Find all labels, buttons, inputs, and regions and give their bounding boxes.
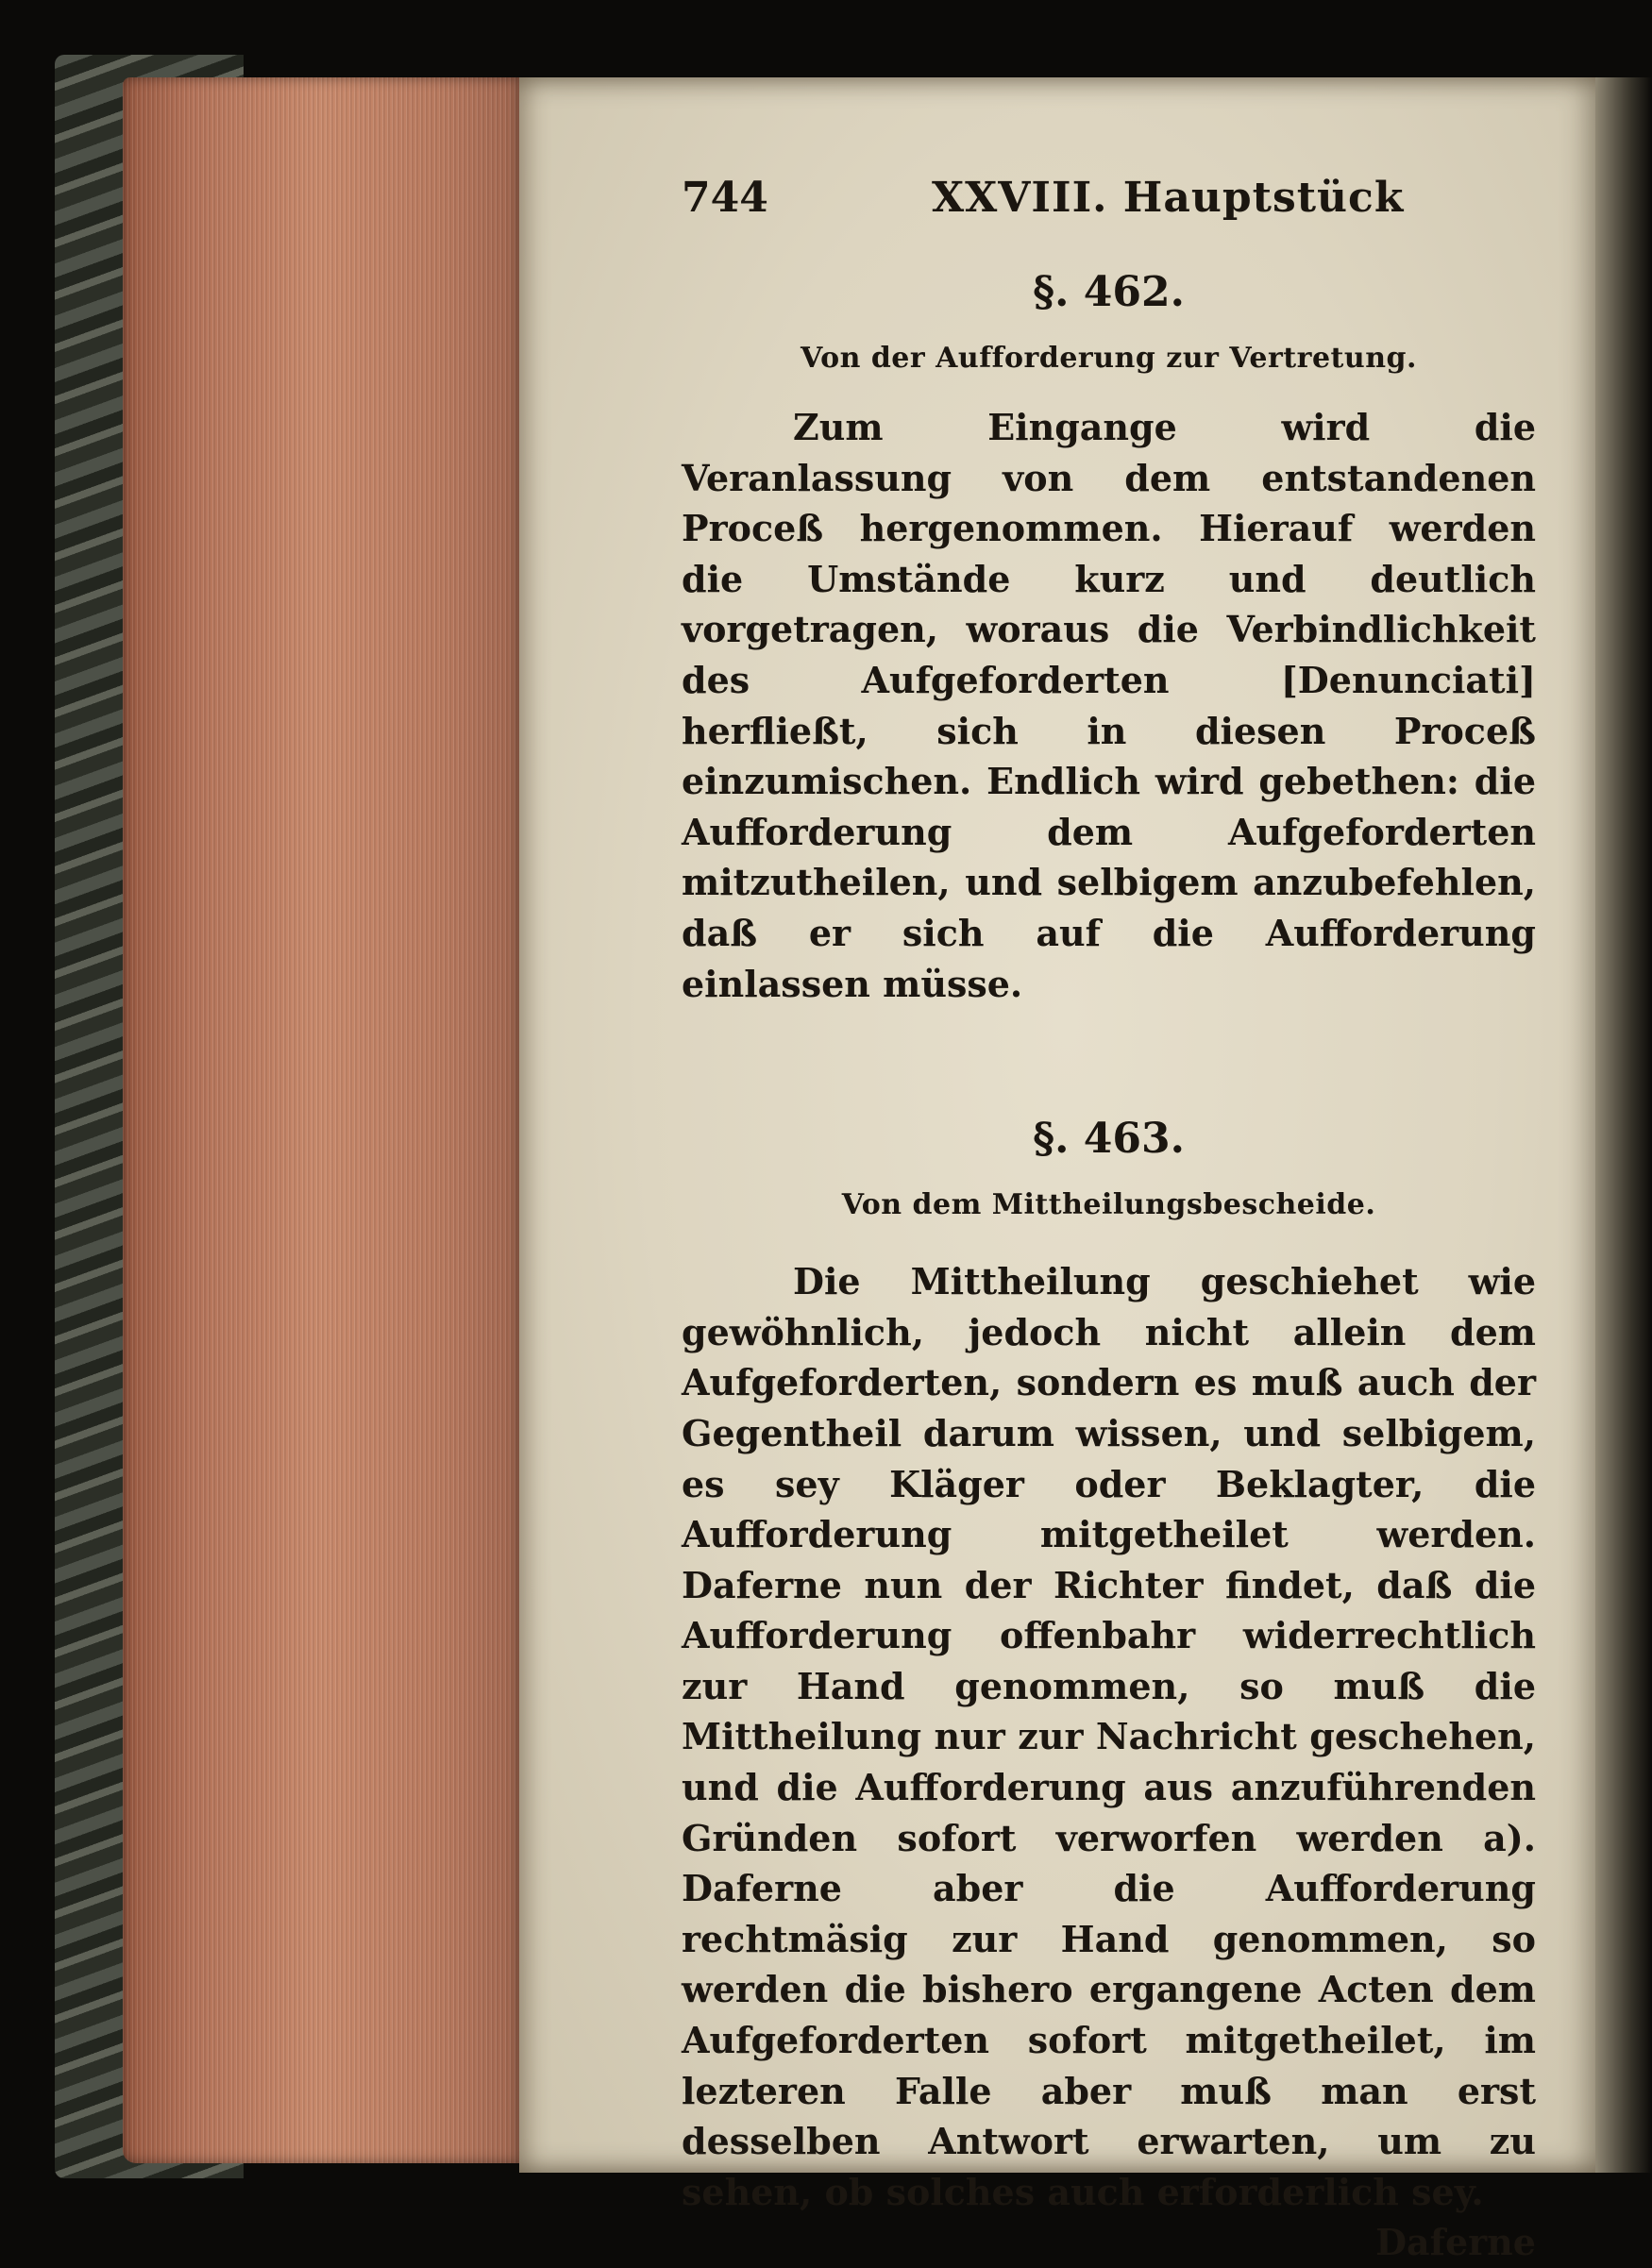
chapter-title: XXVIII. Hauptstück — [932, 174, 1405, 222]
section-gap — [682, 1009, 1536, 1073]
catchword: Daferne — [1375, 2221, 1536, 2264]
section-title: Von dem Mittheilungsbescheide. — [841, 1188, 1376, 1222]
book-gutter — [1595, 77, 1652, 2173]
section-number: §. 462. — [1033, 268, 1185, 316]
section-number: §. 463. — [1033, 1115, 1185, 1164]
page-content — [682, 170, 1536, 2268]
section-body: Die Mittheilung geschiehet wie gewöhnlich, jedoch nicht allein dem Aufgeforderten, sondern es muß auch der Gegentheil darum wissen, und selbigem, es sey Kläger oder Beklagter, die Aufforderung mitgetheilet werden. Daferne nun der Richter findet, daß die Aufforderung offenbahr widerrechtlich zur Hand genommen, so muß die Mittheilung nur zur Nachricht geschehen, und die Aufforderung aus anzuführenden Gründen sofort verworfen werden a). Daferne aber die Aufforderung rechtmäsig zur Hand genommen, so werden die bishero ergangene Acten dem Aufgeforderten sofort mitgetheilet, im lezteren Falle aber muß man erst desselben Antwort erwarten, um zu sehen, ob solches auch erforderlich sey. — [682, 1260, 1536, 2213]
section-body: Zum Eingange wird die Veranlassung von dem entstandenen Proceß hergenommen. Hierauf werden die Umstände kurz und deutlich vorgetragen, woraus die Verbindlichkeit des Aufgeforderten [Denunciati] herfließt, sich in diesen Proceß einzumischen. Endlich wird gebethen: die Aufforderung dem Aufgeforderten mitzutheilen, und selbigem anzubefehlen, daß er sich auf die Aufforderung einlassen müsse. — [682, 406, 1536, 1005]
running-head — [682, 170, 1536, 227]
section-title: Von der Aufforderung zur Vertretung. — [801, 342, 1417, 375]
page-number: 744 — [682, 174, 768, 222]
page-edges — [123, 77, 519, 2163]
